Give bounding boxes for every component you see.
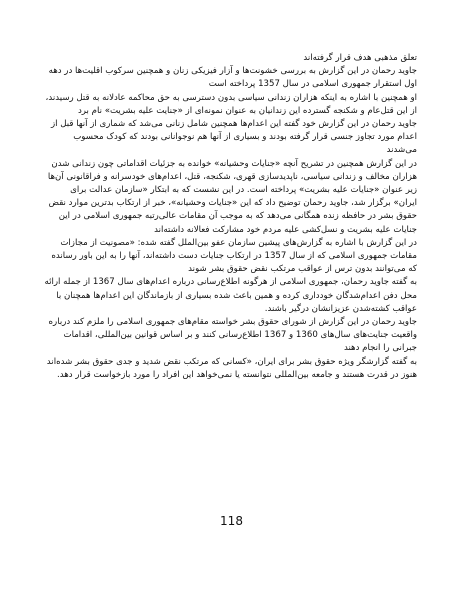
- body-text: [44, 52, 417, 382]
- paragraph: جاوید رحمان در این گزارش به بررسی خشونت‌ها و آزار فیزیکی زنان و همچنین سرکوب اقلیت‌ها در دهه اول استقرار جمهوری اسلامی در سال 1357 پرداخته است: [48, 66, 417, 90]
- page-number: 118: [220, 514, 243, 528]
- paragraph: جاوید رحمان در این گزارش خود گفته این اعدام‌ها همچنین شامل زنانی می‌شد که شماری از آنها قبل از اعدام مورد تجاوز جنسی قرار گرفته بودند و بسیاری از آنها هم نوجوانانی بودند که کودک محسوب می‌شدند: [50, 119, 417, 156]
- paragraph: جاوید رحمان در این گزارش از شورای حقوق بشر خواسته مقام‌های جمهوری اسلامی را ملزم کند درباره واقعیت جنایت‌های سال‌های 1360 و 1367 اطلاع‌رسانی کنند و بر اساس قوانین بین‌المللی، اقدامات جبرانی را انجام دهند: [48, 317, 417, 354]
- paragraph: در این گزارش همچنین در تشریح آنچه «جنایات وحشیانه» خوانده به جزئیات اقداماتی چون زندانی شدن هزاران مخالف و زندانی سیاسی، ناپدیدسازی قهری، شکنجه، قتل، اعدام‌های خودسرانه و فراقانونی آن‌ها زیر عنوان «جنایات علیه بشریت» پرداخته است. در این نشست که به ابتکار «سازمان عدالت برای ایران» برگزار شد، جاوید رحمان توضیح داد که این «جنایات وحشیانه»، خبر از ارتکاب بدترین موارد نقض حقوق بشر در حافظه زنده همگانی می‌دهد که به موجب آن مقامات عالی‌رتبه جمهوری اسلامی در این جنایات علیه بشریت و نسل‌کشی علیه مردم خود مشارکت فعالانه داشته‌اند: [47, 158, 417, 235]
- paragraph: او همچنین با اشاره به اینکه هزاران زندانی سیاسی بدون دسترسی به حق محاکمه عادلانه به قتل رسیدند، از این قتل‌عام و شکنجه گسترده این زندانیان به عنوان نمونه‌ای از «جنایت علیه بشریت» نام برد: [45, 92, 417, 116]
- paragraph: در این گزارش با اشاره به گزارش‌های پیشین سازمان عفو بین‌الملل گفته شده: «مصونیت از مجازات مقامات جمهوری اسلامی که از سال 1357 در ارتکاب جنایات دست داشته‌اند، آنها را به این باور رسانده که می‌توانند بدون ترس از عواقب مرتکب نقض حقوق بشر شوند: [51, 237, 417, 275]
- paragraph: به گفته جاوید رحمان، جمهوری اسلامی از هرگونه اطلاع‌رسانی درباره اعدام‌های سال 1367 از جمله ارائه محل دفن اعدام‌شدگان خودداری کرده و همین باعث شده بسیاری از بازماندگان این اعدام‌ها همچنان با عواقب کشته‌شدن عزیزانشان درگیر باشند.: [44, 277, 417, 314]
- paragraph: به گفته گزارشگر ویژه حقوق بشر برای ایران، «کسانی که مرتکب نقض شدید و جدی حقوق بشر شده‌اند هنوز در قدرت هستند و جامعه بین‌المللی نتوانسته یا نمی‌خواهد این افراد را مورد بازخواست قرار دهد.: [46, 356, 417, 380]
- paragraph: تعلق مذهبی هدف قرار گرفته‌اند: [303, 53, 417, 63]
